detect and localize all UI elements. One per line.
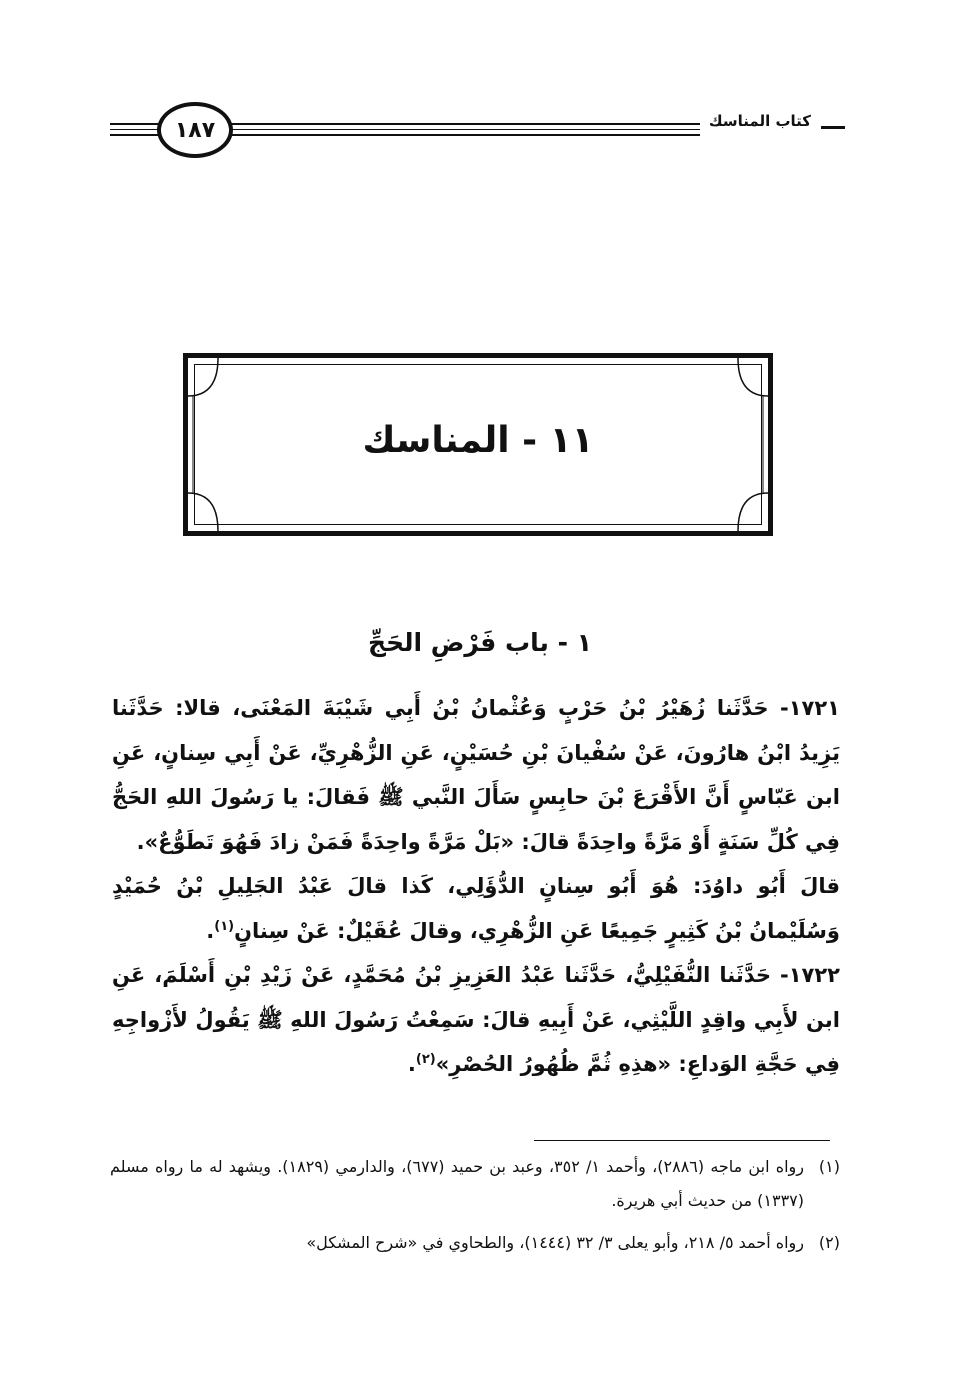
hadith-1721-text: ١٧٢١- حَدَّثَنا زُهَيْرُ بْنُ حَرْبٍ وَعُثْمانُ بْنُ أَبِي شَيْبَةَ المَعْنَى، قالا: حَدَّثَنا يَزِيدُ ابْنُ هارُونَ، عَنْ سُفْيانَ بْنِ حُسَيْنٍ، عَنِ الزُّهْرِيِّ، عَنْ أَبِي سِنانٍ، عَنِ ابن عَبّاسٍ أَنَّ الأَقْرَعَ بْنَ حابِسٍ سَأَلَ النَّبي ﷺ فَقالَ: يا رَسُولَ اللهِ الحَجُّ فِي كُلِّ سَنَةٍ أَوْ مَرَّةً واحِدَةً قالَ: «بَلْ مَرَّةً واحِدَةً فَمَنْ زادَ فَهُوَ تَطَوُّعٌ». xyxy=(112,696,840,854)
page-number-oval xyxy=(157,102,233,158)
abu-dawud-comment-text: قالَ أَبُو داوُدَ: هُوَ أَبُو سِنانٍ الدُّؤَلِي، كَذا قالَ عَبْدُ الجَلِيلِ بْنُ حُمَيْدٍ وَسُلَيْمانُ بْنُ كَثِيرٍ جَمِيعًا عَنِ الزُّهْرِي، وقالَ عُقَيْلٌ: عَنْ سِنانٍ xyxy=(112,874,840,943)
footnote-number: (١) xyxy=(818,1157,840,1176)
hadith-1721 xyxy=(112,686,840,864)
footnote-marker-2[interactable]: (٢) xyxy=(415,1052,436,1067)
running-header xyxy=(110,98,845,162)
footnote-2 xyxy=(110,1226,840,1260)
footnote-marker-1[interactable]: (١) xyxy=(214,918,235,934)
footnote-1 xyxy=(110,1150,840,1218)
chapter-title-frame xyxy=(183,353,773,536)
hadith-1722 xyxy=(112,953,840,1087)
footnotes xyxy=(110,1150,840,1268)
abu-dawud-comment xyxy=(112,864,840,953)
footnote-separator xyxy=(534,1140,830,1141)
section-heading: ١ - باب فَرْضِ الحَجِّ xyxy=(368,628,592,657)
hadith-1722-end: . xyxy=(407,1052,416,1076)
page-number: ١٨٧ xyxy=(174,117,216,143)
footnote-number: (٢) xyxy=(818,1233,840,1252)
footnote-text: رواه أحمد ٥/ ٢١٨، وأبو يعلى ٣/ ٣٢ (١٤٤٤)، والطحاوي في «شرح المشكل» xyxy=(306,1233,804,1252)
hadith-1722-text: ١٧٢٢- حَدَّثَنا النُّفَيْلِيُّ، حَدَّثَنا عَبْدُ العَزِيزِ بْنُ مُحَمَّدٍ، عَنْ زَيْدِ بْنِ أَسْلَمَ، عَنِ ابن لأَبِي واقِدٍ اللَّيْثِي، عَنْ أَبِيهِ قالَ: سَمِعْتُ رَسُولَ اللهِ ﷺ يَقُولُ لأَزْواجِهِ فِي حَجَّةِ الوَداعِ: «هذِهِ ثُمَّ ظُهُورُ الحُصْرِ» xyxy=(112,963,840,1076)
running-title: كتاب المناسك xyxy=(703,112,817,130)
header-rule-tail xyxy=(821,126,845,129)
abu-dawud-comment-end: . xyxy=(206,918,215,943)
footnote-text: رواه ابن ماجه (٢٨٨٦)، وأحمد ١/ ٣٥٢، وعبد بن حميد (٦٧٧)، والدارمي (١٨٢٩). ويشهد له ما رواه مسلم (١٣٣٧) من حديث أبي هريرة. xyxy=(110,1157,804,1210)
body-text xyxy=(112,686,840,1087)
chapter-title: ١١ - المناسك xyxy=(362,420,594,461)
